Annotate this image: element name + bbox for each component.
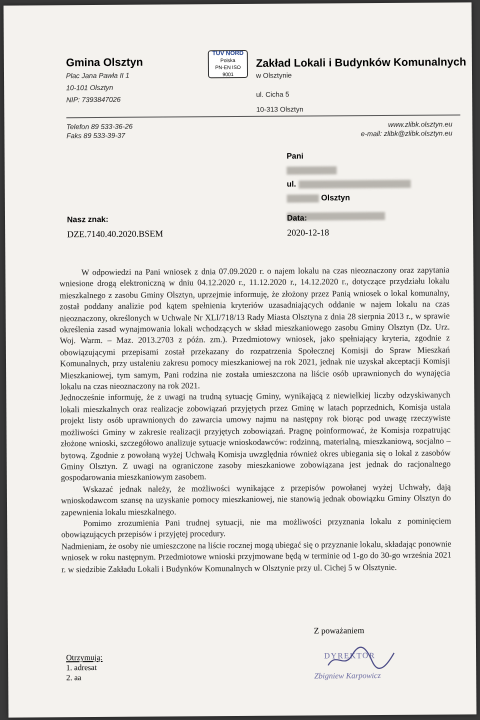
distribution-label: Otrzymują: (66, 652, 103, 663)
letter-body (59, 265, 451, 576)
ref-label: Nasz znak: (66, 214, 109, 225)
logo-cert: PN-EN ISO 9001 (215, 64, 241, 79)
unit-www: www.zlibk.olsztyn.eu (388, 121, 453, 129)
body-paragraph-5: Nadmieniam, że osoby nie umieszczone na liście rocznej mogą ubiegać się o przyznanie lokalu, składając ponownie wniosek w roku następnym. Przedmiotowe wnioski przyjmowane będą w terminie od 1-go do 30-go września 2021 r. w siedzibie Zakładu Lokali i Budynków Komunalnych w Olsztynie przy ul. Cichej 5 w Olsztynie. (61, 539, 452, 574)
recipient-postcode-redacted (287, 194, 319, 202)
body-paragraph-2: Jednocześnie informuję, że z uwagi na trudną sytuację Gminy, wynikającą z niewielkiej liczby odzyskiwanych lokali mieszkalnych oraz realizacje zobowiązań przyjętych przez Gminę w latach poprzednich, Komisja ustala projekt listy osób uprawnionych do zawarcia umowy najmu na następny rok biorąc pod uwagę rzeczywiste możliwości Gminy w zakresie realizacji przyjętych zobowiązań. Pragnę poinformować, że Komisja rozpatrując złożone wnioski, szczegółowo analizuje sytuacje wnioskodawców: rodzinną, materialną, mieszkaniową, socjalno – bytową. Zgodnie z powołaną wyżej Uchwałą Komisja uwzględnia również okres ubiegania się o lokal z zasobów Gminy Olsztyn. Z uwagi na ograniczone zasoby mieszkaniowe zobowiązana jest jednak do racjonalnego gospodarowania mieszkaniowym zasobem. (60, 391, 451, 483)
recipient-name-redacted (287, 166, 337, 174)
unit-contacts (344, 121, 452, 140)
unit-line2: w Olsztynie (255, 72, 292, 80)
sender-contacts (66, 123, 132, 141)
sender-fax: Faks 89 533-39-37 (66, 132, 126, 141)
unit-name: Zakład Lokali i Budynków Komunalnych (255, 56, 467, 70)
closing-regards: Z poważaniem (313, 625, 365, 636)
sender-phone: Telefon 89 533-36-26 (66, 123, 133, 132)
signature-title: DYREKTOR (324, 651, 376, 661)
ref-value: DZE.7140.40.2020.BSEM (67, 228, 164, 240)
date-label: Data: (286, 213, 308, 223)
distribution-item-1: 1. adresat (66, 663, 97, 673)
distribution-list (66, 653, 103, 683)
distribution-item-2: 2. aa (66, 673, 82, 683)
sender-block (66, 57, 143, 106)
date-block (287, 213, 329, 237)
recipient-salutation: Pani (286, 151, 304, 161)
body-paragraph-1: W odpowiedzi na Pani wniosek z dnia 07.09.2020 r. o najem lokalu na czas nieoznaczony oraz zapytania wniesione drogą elektroniczną w dniu 04.12.2020 r., 11.12.2020 r., 14.12.2020 r., dotyczące przydziału lokalu mieszkalnego z zasobu Gminy Olsztyn, uprzejmie informuję, że złożony przez Panią wniosek o lokal komunalny, został poddany analizie pod kątem spełnienia kryteriów uzasadniających oddanie w najem lokalu na czas nieoznaczony, określonych w Uchwale Nr XLI/718/13 Rady Miasta Olsztyna z dnia 28 sierpnia 2013 r., w sprawie określenia zasad wynajmowania lokali wchodzących w skład mieszkaniowego zasobu Gminy Olsztyn (Dz. Urz. Woj. Warm. – Maz. 2013.2703 z późn. zm.). Przedmiotowy wniosek, jako spełniający kryteria, zgodnie z obowiązującymi przepisami został przekazany do rozpatrzenia Społecznej Komisji do Spraw Mieszkań Komunalnych, przy ustaleniu zakresu pomocy mieszkaniowej na rok 2021, jednak nie uzyskał akceptacji Komisji Mieszkaniowej, tym samym, Pani rodzina nie została umieszczona na liście osób uprawnionych do wynajęcia lokalu na czas nieoznaczony na rok 2021. (59, 265, 451, 392)
date-value: 2020-12-18 (287, 227, 330, 238)
body-paragraph-3: Wskazać jednak należy, że możliwości wynikające z przepisów powołanej wyżej Uchwały, dają wnioskodawcom szansę na uzyskanie pomocy mieszkaniowej, nie stanowią jednak obowiązku Gminy Olsztyn do zapewnienia lokalu mieszkalnego. (60, 482, 452, 517)
unit-email: e-mail: zlibk@zlibk.olsztyn.eu (360, 130, 453, 139)
sender-city: 10-101 Olsztyn (66, 84, 114, 93)
tuv-logo (208, 50, 248, 78)
recipient-block (287, 149, 411, 224)
recipient-city: Olsztyn (321, 193, 351, 203)
handwritten-signature (326, 643, 396, 673)
body-paragraph-4: Pomimo zrozumienia Pani trudnej sytuacji, nie ma możliwości przyznania lokalu z pominięciem obowiązujących przepisów i przyjętej procedury. (61, 516, 452, 540)
letter-page (4, 2, 477, 717)
sender-street: Plac Jana Pawła II 1 (65, 72, 130, 81)
header-divider (66, 114, 460, 118)
logo-sub: Polska (220, 58, 236, 65)
sender-nip: NIP: 7393847026 (66, 96, 121, 105)
logo-text: TUV NORD (212, 50, 244, 58)
unit-block (256, 56, 467, 114)
reference-block (67, 215, 163, 240)
sender-name: Gmina Olsztyn (65, 56, 143, 70)
signature-name: Zbigniew Karpowicz (314, 671, 381, 681)
unit-city: 10-313 Olsztyn (256, 106, 304, 114)
unit-street: ul. Cicha 5 (256, 91, 290, 99)
recipient-street-prefix: ul. (286, 179, 297, 189)
recipient-street-redacted (298, 180, 410, 189)
